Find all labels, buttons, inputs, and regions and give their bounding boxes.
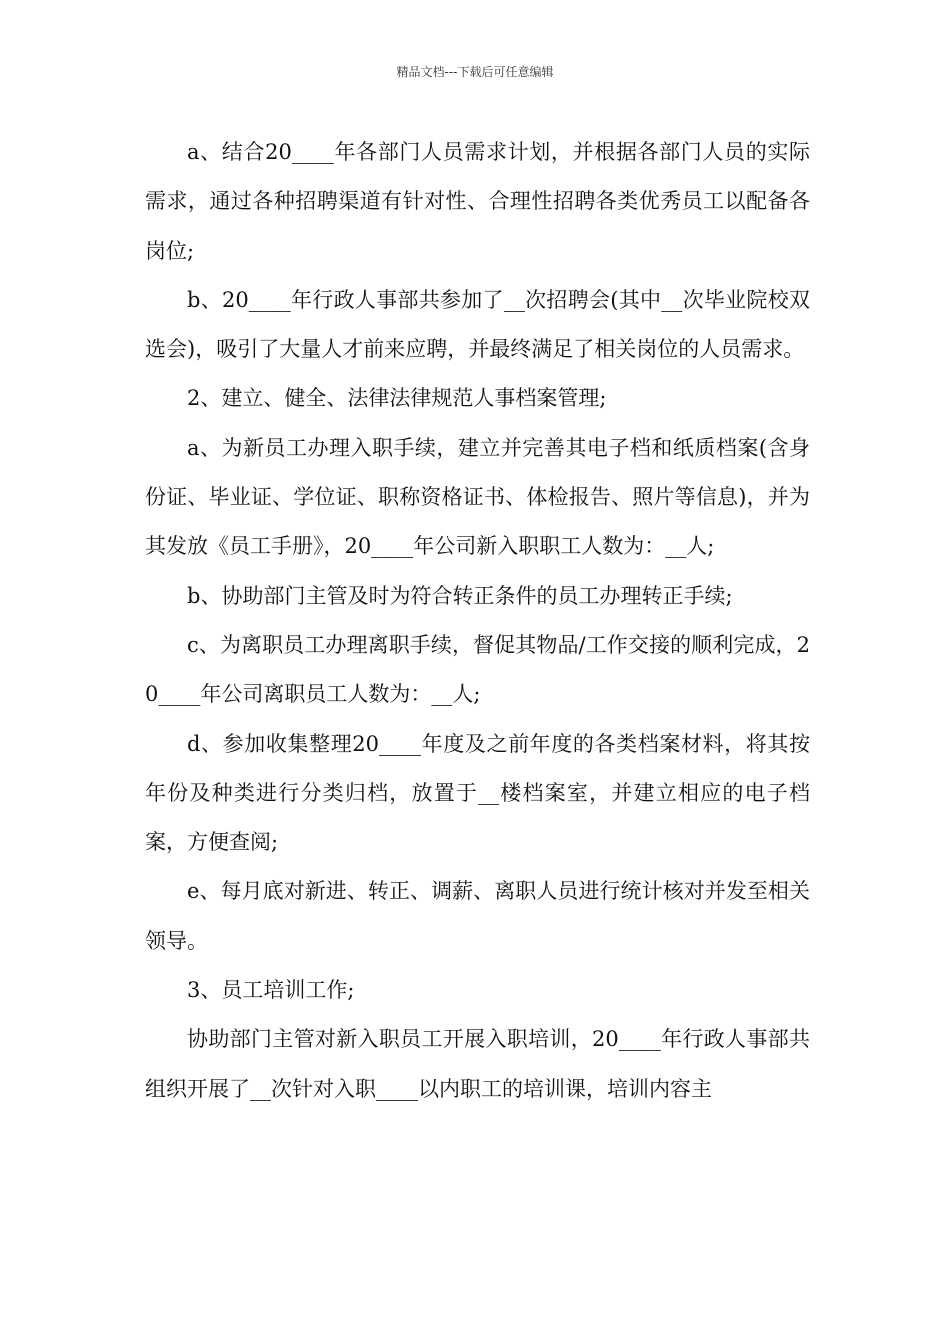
- paragraph-training-detail: 协助部门主管对新入职员工开展入职培训，20____年行政人事部共组织开展了__次针对入职____以内职工的培训课，培训内容主: [145, 1027, 810, 1101]
- paragraph-recruit-plan: a、结合20____年各部门人员需求计划，并根据各部门人员的实际需求，通过各种招聘渠道有针对性、合理性招聘各类优秀员工以配备各岗位;: [145, 140, 810, 263]
- paragraph-archive-heading: 2、建立、健全、法律法律规范人事档案管理;: [187, 386, 607, 411]
- page-header: 精品文档---下载后可任意编辑: [396, 65, 554, 79]
- paragraph-monthly-stats: e、每月底对新进、转正、调薪、离职人员进行统计核对并发至相关领导。: [145, 879, 810, 953]
- paragraph-job-fairs: b、20____年行政人事部共参加了__次招聘会(其中__次毕业院校双选会)，吸引了大量人才前来应聘，并最终满足了相关岗位的人员需求。: [145, 287, 810, 362]
- paragraph-onboarding: a、为新员工办理入职手续，建立并完善其电子档和纸质档案(含身份证、毕业证、学位证、职称资格证书、体检报告、照片等信息)，并为其发放《员工手册》，20____年公司新入职职工人数为：__人;: [145, 435, 810, 559]
- paragraph-training-heading: 3、员工培训工作;: [187, 978, 355, 1003]
- document-body: [145, 128, 810, 1114]
- paragraph-regularization: b、协助部门主管及时为符合转正条件的员工办理转正手续;: [187, 583, 733, 608]
- paragraph-archive-filing: d、参加收集整理20____年度及之前年度的各类档案材料，将其按年份及种类进行分类归档，放置于__楼档案室，并建立相应的电子档案，方便查阅;: [145, 731, 810, 855]
- paragraph-resignation: c、为离职员工办理离职手续，督促其物品/工作交接的顺利完成，20____年公司离职员工人数为：__人;: [145, 632, 810, 707]
